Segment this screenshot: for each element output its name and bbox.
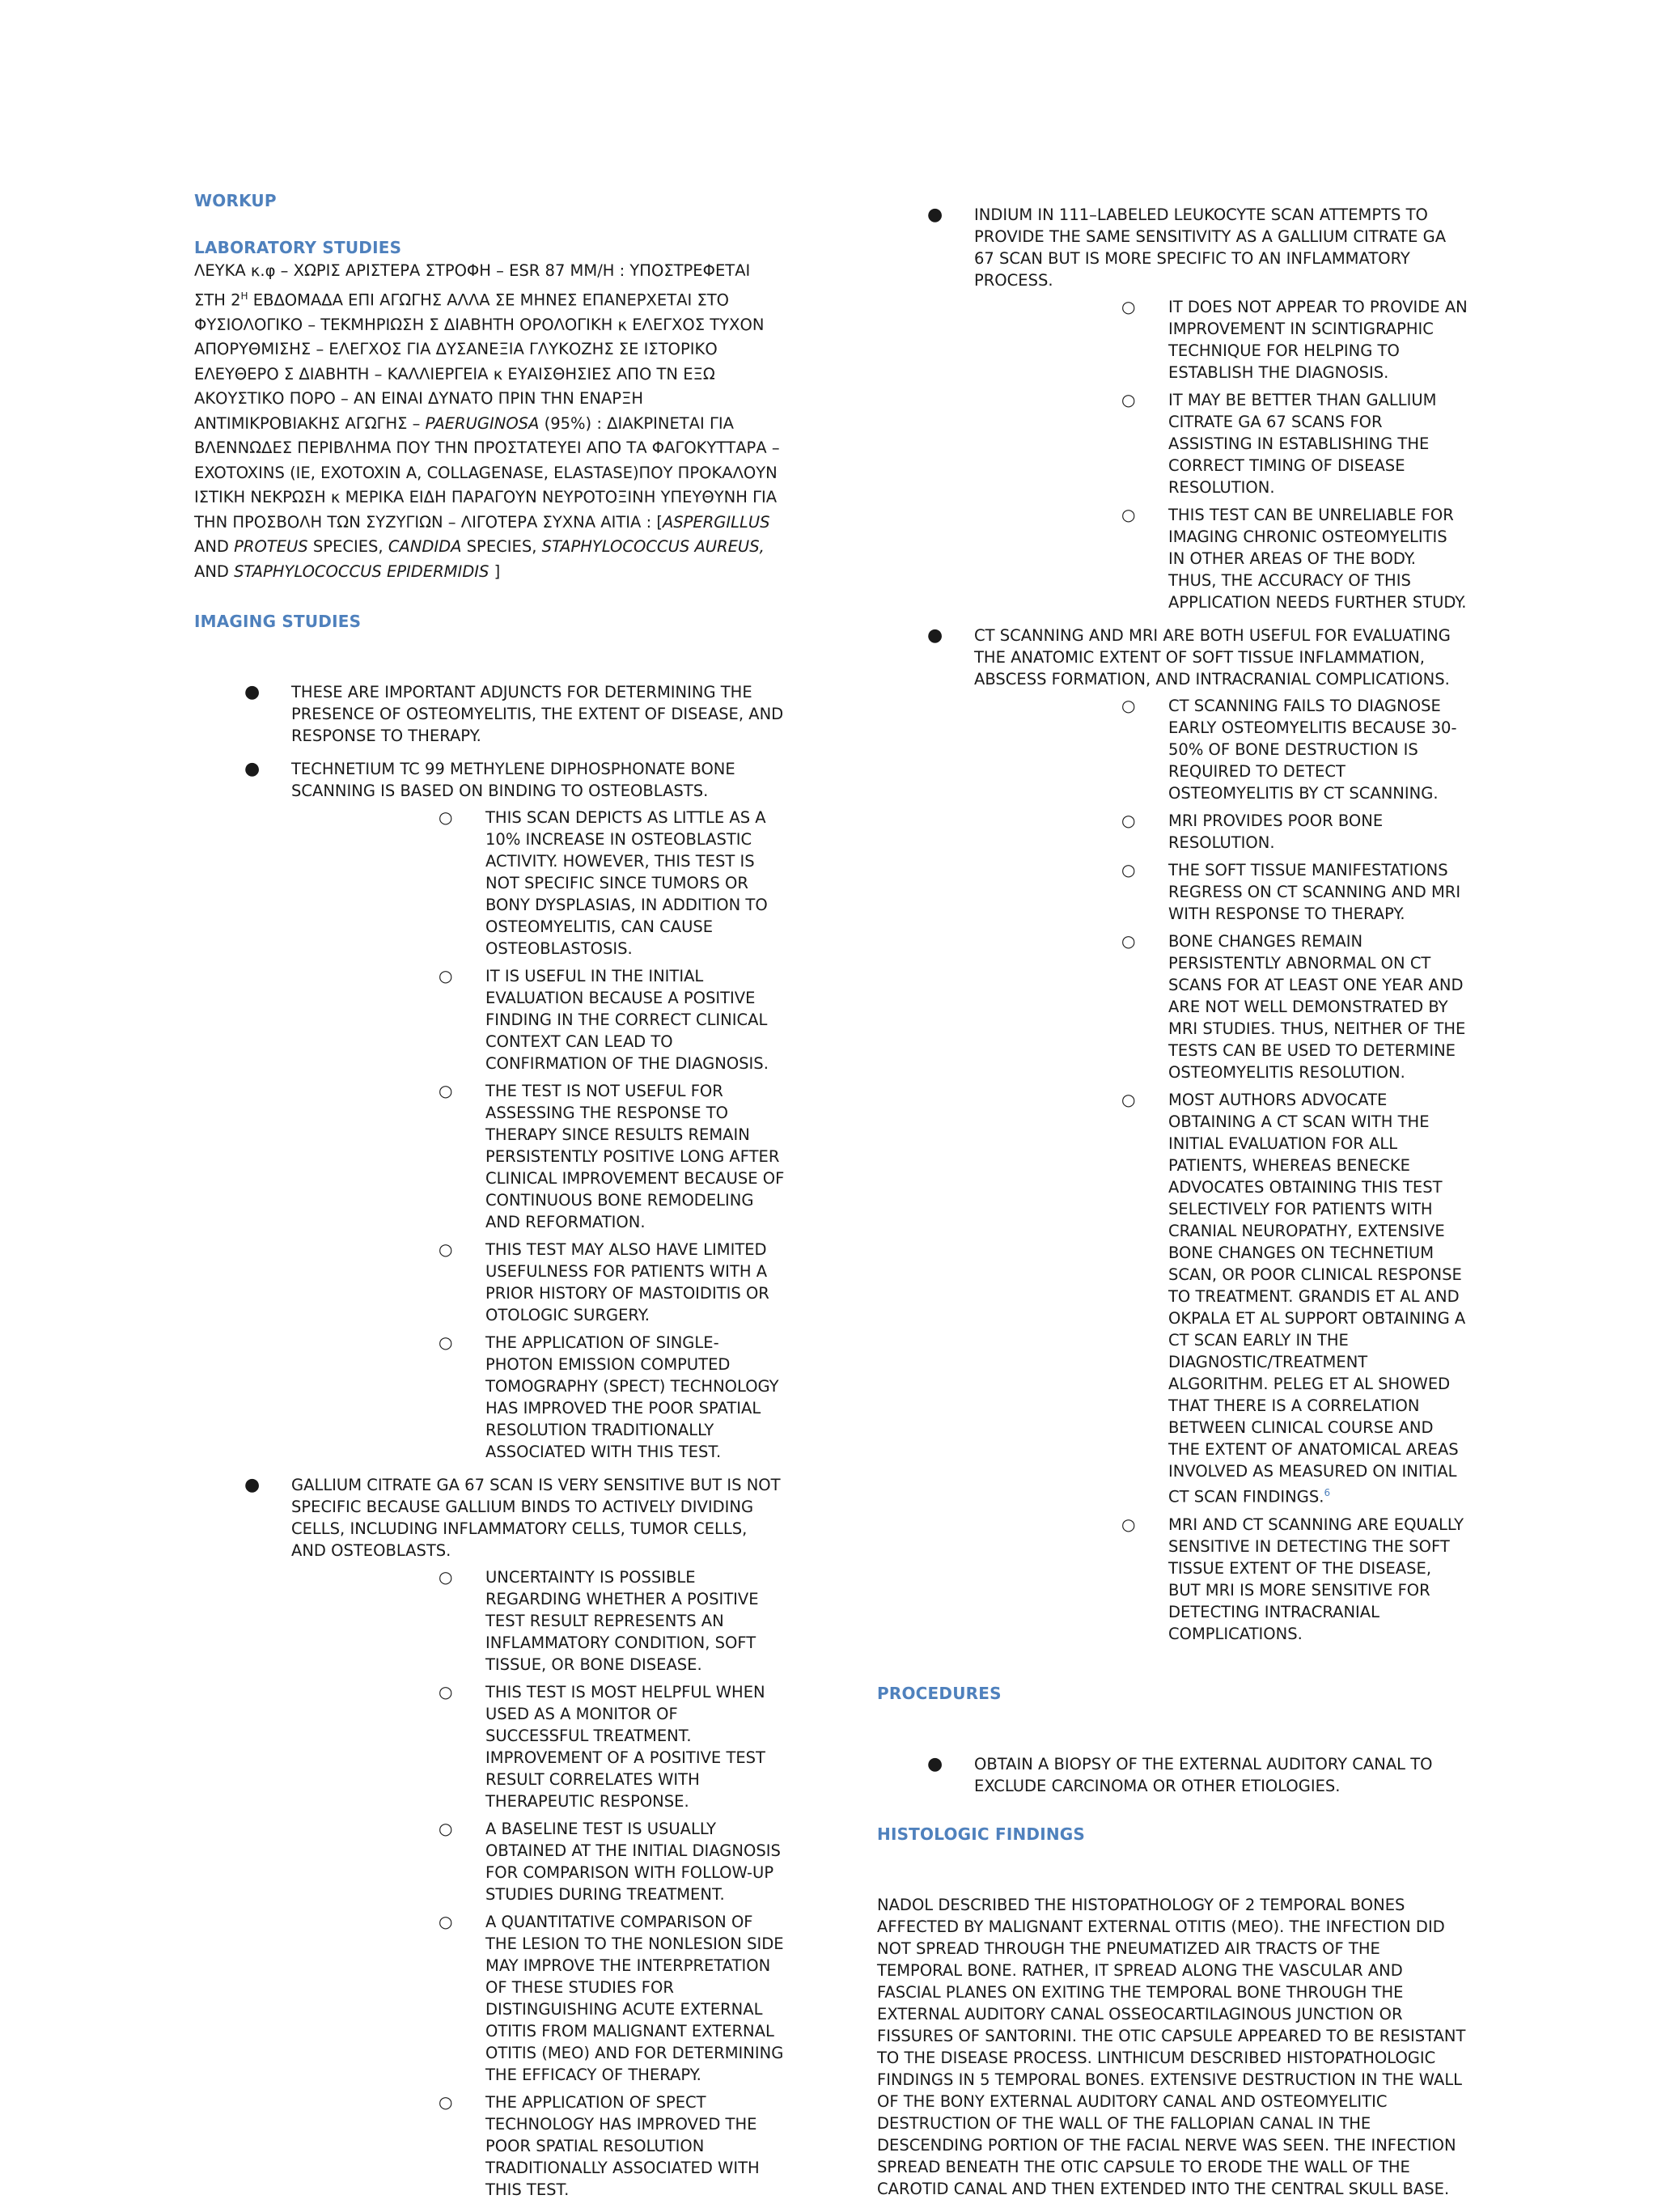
sub-bullet-text: THE SOFT TISSUE MANIFESTATIONS REGRESS ON CT SCANNING AND MRI WITH RESPONSE TO THERAPY.	[1168, 861, 1461, 923]
hollow-bullet-icon: ○	[439, 1081, 453, 1100]
sub-bullet-text: THE TEST IS NOT USEFUL FOR ASSESSING THE RESPONSE TO THERAPY SINCE RESULTS REMAIN PERSISTENTLY POSITIVE LONG AFTER CLINICAL IMPROVEMENT BECAUSE OF CONTINUOUS BONE REMODELING AND REFORMATION.	[485, 1082, 785, 1231]
sub-bullet-text: UNCERTAINTY IS POSSIBLE REGARDING WHETHER A POSITIVE TEST RESULT REPRESENTS AN INFLAMMATORY CONDITION, SOFT TISSUE, OR BONE DISEASE.	[485, 1568, 759, 1674]
bullet-dot-icon: ●	[244, 1475, 261, 1495]
hollow-bullet-icon: ○	[439, 1682, 453, 1701]
laboratory-studies-text	[194, 259, 785, 584]
lab-text-part: SPECIES,	[307, 537, 388, 556]
sub-bullet-item	[291, 965, 785, 1074]
sub-bullet-text: IT DOES NOT APPEAR TO PROVIDE AN IMPROVEMENT IN SCINTIGRAPHIC TECHNIQUE FOR HELPING TO ESTABLISH THE DIAGNOSIS.	[1168, 298, 1468, 382]
hollow-bullet-icon: ○	[1121, 696, 1136, 715]
bullet-dot-icon: ●	[927, 625, 943, 646]
sub-bullet-text: THIS TEST MAY ALSO HAVE LIMITED USEFULNESS FOR PATIENTS WITH A PRIOR HISTORY OF MASTOIDITIS OR OTOLOGIC SURGERY.	[485, 1240, 769, 1324]
hollow-bullet-icon: ○	[439, 1239, 453, 1259]
procedures-heading: PROCEDURES	[877, 1683, 1002, 1703]
lab-text-part: AND	[194, 537, 235, 556]
sub-bullet-text: MRI PROVIDES POOR BONE RESOLUTION.	[1168, 811, 1384, 852]
left-column	[194, 191, 785, 2212]
sub-bullet-item	[291, 1239, 785, 1326]
hollow-bullet-icon: ○	[1121, 390, 1136, 409]
hollow-bullet-icon: ○	[439, 2092, 453, 2112]
sub-bullet-item	[291, 1681, 785, 1812]
sub-bullet-item	[974, 810, 1468, 854]
sub-bullet-text: BONE CHANGES REMAIN PERSISTENTLY ABNORMAL ON CT SCANS FOR AT LEAST ONE YEAR AND ARE NOT WELL DEMONSTRATED BY MRI STUDIES. THUS, NEITHER OF THE TESTS CAN BE USED TO DETERMINE OSTEOMYELITIS RESOLUTION.	[1168, 932, 1466, 1082]
hollow-bullet-icon: ○	[1121, 1514, 1136, 1534]
bullet-item	[877, 1753, 1468, 1797]
sub-bullet-text: CT SCANNING FAILS TO DIAGNOSE EARLY OSTEOMYELITIS BECAUSE 30-50% OF BONE DESTRUCTION IS REQUIRED TO DETECT OSTEOMYELITIS BY CT SCANNING.	[1168, 697, 1457, 803]
bullet-text: CT SCANNING AND MRI ARE BOTH USEFUL FOR EVALUATING THE ANATOMIC EXTENT OF SOFT TISSUE INFLAMMATION, ABSCESS FORMATION, AND INTRACRANIAL COMPLICATIONS.	[974, 626, 1451, 689]
hollow-bullet-icon: ○	[439, 966, 453, 985]
sub-bullet-item	[291, 1566, 785, 1676]
sub-bullet-list	[974, 296, 1468, 613]
sub-bullet-item	[974, 389, 1468, 498]
sub-bullet-text: THIS TEST CAN BE UNRELIABLE FOR IMAGING CHRONIC OSTEOMYELITIS IN OTHER AREAS OF THE BODY. THUS, THE ACCURACY OF THIS APPLICATION NEEDS FURTHER STUDY.	[1168, 506, 1467, 612]
lab-text-italic: STAPHYLOCOCCUS AUREUS,	[541, 537, 765, 556]
sub-bullet-text: IT IS USEFUL IN THE INITIAL EVALUATION BECAUSE A POSITIVE FINDING IN THE CORRECT CLINICAL CONTEXT CAN LEAD TO CONFIRMATION OF THE DIAGNOSIS.	[485, 967, 769, 1073]
lab-text-part: ΕΒΔΟΜΑΔΑ ΕΠΙ ΑΓΩΓΗΣ ΑΛΛΑ ΣΕ ΜΗΝΕΣ ΕΠΑΝΕΡΧΕΤΑΙ ΣΤΟ ΦΥΣΙΟΛΟΓΙΚΟ – ΤΕΚΜΗΡΙΩΣΗ Σ ΔΙΑΒΗΤΗ ΟΡΟΛΟΓΙΚΗ κ ΕΛΕΓΧΟΣ ΤΥΧΟΝ ΑΠΟΡΥΘΜΙΣΗΣ – ΕΛΕΓΧΟΣ ΓΙΑ ΔΥΣΑΝΕΞΙΑ ΓΛΥΚΟΖΗΣ ΣΕ ΙΣΤΟΡΙΚΟ ΕΛΕΥΘΕΡΟ Σ ΔΙΑΒΗΤΗ – ΚΑΛΛΙΕΡΓΕΙΑ κ ΕΥΑΙΣΘΗΣΙΕΣ ΑΠΟ ΤΝ ΕΞΩ ΑΚΟΥΣΤΙΚΟ ΠΟΡΟ – ΑΝ ΕΙΝΑΙ ΔΥΝΑΤΟ ΠΡΙΝ ΤΗΝ ΕΝΑΡΞΗ ΑΝΤΙΜΙΚΡΟΒΙΑΚΗΣ ΑΓΩΓΗΣ –	[194, 290, 765, 433]
hollow-bullet-icon: ○	[1121, 505, 1136, 524]
lab-text-part: (95%) : ΔΙΑΚΡΙΝΕΤΑΙ ΓΙΑ ΒΛΕΝΝΩΔΕΣ ΠΕΡΙΒΛΗΜΑ ΠΟΥ ΤΗΝ ΠΡΟΣΤΑΤΕΥΕΙ ΑΠΟ ΤΑ ΦΑΓΟΚΥΤΤΑΡΑ – EXOTOXINS (IE, EXOTOXIN A, COLLAGENASE, ELASTASE)ΠΟΥ ΠΡΟΚΑΛΟΥΝ ΙΣΤΙΚΗ ΝΕΚΡΩΣΗ κ ΜΕΡΙΚΑ ΕΙΔΗ ΠΑΡΑΓΟΥΝ ΝΕΥΡΟΤΟΞΙΝΗ ΥΠΕΥΘΥΝΗ ΓΙΑ ΤΗΝ ΠΡΟΣΒΟΛΗ ΤΩΝ ΣΥΖΥΓΙΩΝ – ΛΙΓΟΤΕΡΑ ΣΥΧΝΑ ΑΙΤΙΑ : [	[194, 413, 780, 532]
sub-bullet-text: A BASELINE TEST IS USUALLY OBTAINED AT THE INITIAL DIAGNOSIS FOR COMPARISON WITH FOLLOW-UP STUDIES DURING TREATMENT.	[485, 1820, 781, 1904]
procedures-list	[877, 1753, 1468, 1797]
lab-text-italic: STAPHYLOCOCCUS EPIDERMIDIS	[234, 561, 489, 581]
lab-text-italic: CANDIDA	[388, 537, 462, 556]
sub-bullet-list	[974, 695, 1468, 1645]
imaging-studies-list	[194, 681, 785, 2201]
bullet-text: THESE ARE IMPORTANT ADJUNCTS FOR DETERMINING THE PRESENCE OF OSTEOMYELITIS, THE EXTENT OF DISEASE, AND RESPONSE TO THERAPY.	[291, 683, 784, 745]
bullet-item	[194, 681, 785, 747]
hollow-bullet-icon: ○	[439, 1333, 453, 1352]
hollow-bullet-icon: ○	[439, 807, 453, 827]
hollow-bullet-icon: ○	[439, 1819, 453, 1838]
sub-bullet-item	[291, 807, 785, 960]
sub-bullet-text: MOST AUTHORS ADVOCATE OBTAINING A CT SCAN WITH THE INITIAL EVALUATION FOR ALL PATIENTS, WHEREAS BENECKE ADVOCATES OBTAINING THIS TEST SELECTIVELY FOR PATIENTS WITH CRANIAL NEUROPATHY, EXTENSIVE BONE CHANGES ON TECHNETIUM SCAN, OR POOR CLINICAL RESPONSE TO TREATMENT. GRANDIS ET AL AND OKPALA ET AL SUPPORT OBTAINING A CT SCAN EARLY IN THE DIAGNOSTIC/TREATMENT ALGORITHM. PELEG ET AL SHOWED THAT THERE IS A CORRELATION BETWEEN CLINICAL COURSE AND THE EXTENT OF ANATOMICAL AREAS INVOLVED AS MEASURED ON INITIAL CT SCAN FINDINGS.	[1168, 1091, 1466, 1506]
sub-bullet-item	[291, 1911, 785, 2086]
sub-bullet-text: THE APPLICATION OF SPECT TECHNOLOGY HAS IMPROVED THE POOR SPATIAL RESOLUTION TRADITIONALLY ASSOCIATED WITH THIS TEST.	[485, 2093, 760, 2199]
bullet-text: INDIUM IN 111–LABELED LEUKOCYTE SCAN ATTEMPTS TO PROVIDE THE SAME SENSITIVITY AS A GALLIUM CITRATE GA 67 SCAN BUT IS MORE SPECIFIC TO AN INFLAMMATORY PROCESS.	[974, 206, 1447, 290]
sub-bullet-item	[291, 1818, 785, 1905]
bullet-text: OBTAIN A BIOPSY OF THE EXTERNAL AUDITORY CANAL TO EXCLUDE CARCINOMA OR OTHER ETIOLOGIES.	[974, 1754, 1433, 1795]
sub-bullet-text: THE APPLICATION OF SINGLE-PHOTON EMISSION COMPUTED TOMOGRAPHY (SPECT) TECHNOLOGY HAS IMPROVED THE POOR SPATIAL RESOLUTION TRADITIONALLY ASSOCIATED WITH THIS TEST.	[485, 1333, 779, 1461]
lab-text-italic: PAERUGINOSA	[425, 413, 540, 433]
sub-bullet-item	[974, 296, 1468, 383]
histologic-findings-heading: HISTOLOGIC FINDINGS	[877, 1824, 1086, 1844]
sub-bullet-text: THIS SCAN DEPICTS AS LITTLE AS A 10% INCREASE IN OSTEOBLASTIC ACTIVITY. HOWEVER, THIS TEST IS NOT SPECIFIC SINCE TUMORS OR BONY DYSPLASIAS, IN ADDITION TO OSTEOMYELITIS, CAN CAUSE OSTEOBLASTOSIS.	[485, 808, 768, 958]
bullet-dot-icon: ●	[244, 682, 261, 702]
sub-bullet-item	[291, 2091, 785, 2201]
laboratory-studies-heading: LABORATORY STUDIES	[194, 238, 402, 257]
sub-bullet-item	[974, 695, 1468, 804]
hollow-bullet-icon: ○	[1121, 811, 1136, 830]
bullet-dot-icon: ●	[927, 1753, 943, 1774]
right-column	[877, 204, 1468, 2200]
hollow-bullet-icon: ○	[439, 1912, 453, 1931]
sub-bullet-list	[291, 1566, 785, 2201]
sub-bullet-text: A QUANTITATIVE COMPARISON OF THE LESION TO THE NONLESION SIDE MAY IMPROVE THE INTERPRETATION OF THESE STUDIES FOR DISTINGUISHING ACUTE EXTERNAL OTITIS FROM MALIGNANT EXTERNAL OTITIS (MEO) AND FOR DETERMINING THE EFFICACY OF THERAPY.	[485, 1913, 784, 2084]
sub-bullet-text: IT MAY BE BETTER THAN GALLIUM CITRATE GA 67 SCANS FOR ASSISTING IN ESTABLISHING THE CORRECT TIMING OF DISEASE RESOLUTION.	[1168, 391, 1437, 497]
hollow-bullet-icon: ○	[1121, 1090, 1136, 1109]
sub-bullet-list	[291, 807, 785, 1463]
bullet-item	[877, 204, 1468, 613]
workup-heading: WORKUP	[194, 191, 277, 210]
lab-text-italic: ASPERGILLUS	[662, 512, 770, 532]
sub-bullet-text: MRI AND CT SCANNING ARE EQUALLY SENSITIVE IN DETECTING THE SOFT TISSUE EXTENT OF THE DISEASE, BUT MRI IS MORE SENSITIVE FOR DETECTING INTRACRANIAL COMPLICATIONS.	[1168, 1515, 1464, 1643]
lab-text-part: ]	[489, 561, 501, 581]
hollow-bullet-icon: ○	[1121, 931, 1136, 951]
hollow-bullet-icon: ○	[1121, 297, 1136, 316]
bullet-item	[194, 1474, 785, 2201]
imaging-studies-heading: IMAGING STUDIES	[194, 612, 362, 631]
sub-bullet-item	[291, 1080, 785, 1233]
imaging-studies-list-continued	[877, 204, 1468, 1645]
bullet-text: GALLIUM CITRATE GA 67 SCAN IS VERY SENSITIVE BUT IS NOT SPECIFIC BECAUSE GALLIUM BINDS TO ACTIVELY DIVIDING CELLS, INCLUDING INFLAMMATORY CELLS, TUMOR CELLS, AND OSTEOBLASTS.	[291, 1476, 781, 1560]
sub-bullet-item	[974, 930, 1468, 1083]
bullet-dot-icon: ●	[244, 759, 261, 779]
histologic-findings-text: NADOL DESCRIBED THE HISTOPATHOLOGY OF 2 TEMPORAL BONES AFFECTED BY MALIGNANT EXTERNAL OTITIS (MEO). THE INFECTION DID NOT SPREAD THROUGH THE PNEUMATIZED AIR TRACTS OF THE TEMPORAL BONE. RATHER, IT SPREAD ALONG THE VASCULAR AND FASCIAL PLANES ON EXITING THE TEMPORAL BONE THROUGH THE EXTERNAL AUDITORY CANAL OSSEOCARTILAGINOUS JUNCTION OR FISSURES OF SANTORINI. THE OTIC CAPSULE APPEARED TO BE RESISTANT TO THE DISEASE PROCESS. LINTHICUM DESCRIBED HISTOPATHOLOGIC FINDINGS IN 5 TEMPORAL BONES. EXTENSIVE DESTRUCTION IN THE WALL OF THE BONY EXTERNAL AUDITORY CANAL AND OSTEOMYELITIC DESTRUCTION OF THE WALL OF THE FALLOPIAN CANAL IN THE DESCENDING PORTION OF THE FACIAL NERVE WAS SEEN. THE INFECTION SPREAD BENEATH THE OTIC CAPSULE TO ERODE THE WALL OF THE CAROTID CANAL AND THEN EXTENDED INTO THE CENTRAL SKULL BASE.	[877, 1895, 1466, 2198]
lab-text-part: AND	[194, 561, 235, 581]
footnote-reference-link[interactable]: 6	[1324, 1487, 1331, 1498]
sub-bullet-text: THIS TEST IS MOST HELPFUL WHEN USED AS A MONITOR OF SUCCESSFUL TREATMENT. IMPROVEMENT OF A POSITIVE TEST RESULT CORRELATES WITH THERAPEUTIC RESPONSE.	[485, 1683, 765, 1811]
bullet-text: TECHNETIUM TC 99 METHYLENE DIPHOSPHONATE BONE SCANNING IS BASED ON BINDING TO OSTEOBLASTS.	[291, 760, 735, 800]
sub-bullet-item	[291, 1332, 785, 1463]
hollow-bullet-icon: ○	[439, 1567, 453, 1587]
lab-text-italic: PROTEUS	[234, 537, 308, 556]
bullet-item	[194, 758, 785, 1463]
lab-text-superscript: Η	[240, 290, 248, 302]
bullet-item	[877, 625, 1468, 1645]
bullet-dot-icon: ●	[927, 205, 943, 225]
sub-bullet-item	[974, 1089, 1468, 1508]
lab-text-part: SPECIES,	[461, 537, 542, 556]
lab-text-part: ΛΕΥΚΑ κ.φ – ΧΩΡΙΣ ΑΡΙΣΤΕΡΑ ΣΤΡΟΦΗ – ESR 87 ΜΜ/Η : ΥΠΟΣΤΡΕΦΕΤΑΙ ΣΤΗ 2	[194, 261, 751, 309]
sub-bullet-item	[974, 1514, 1468, 1645]
sub-bullet-item	[974, 859, 1468, 925]
hollow-bullet-icon: ○	[1121, 860, 1136, 879]
sub-bullet-item	[974, 504, 1468, 613]
